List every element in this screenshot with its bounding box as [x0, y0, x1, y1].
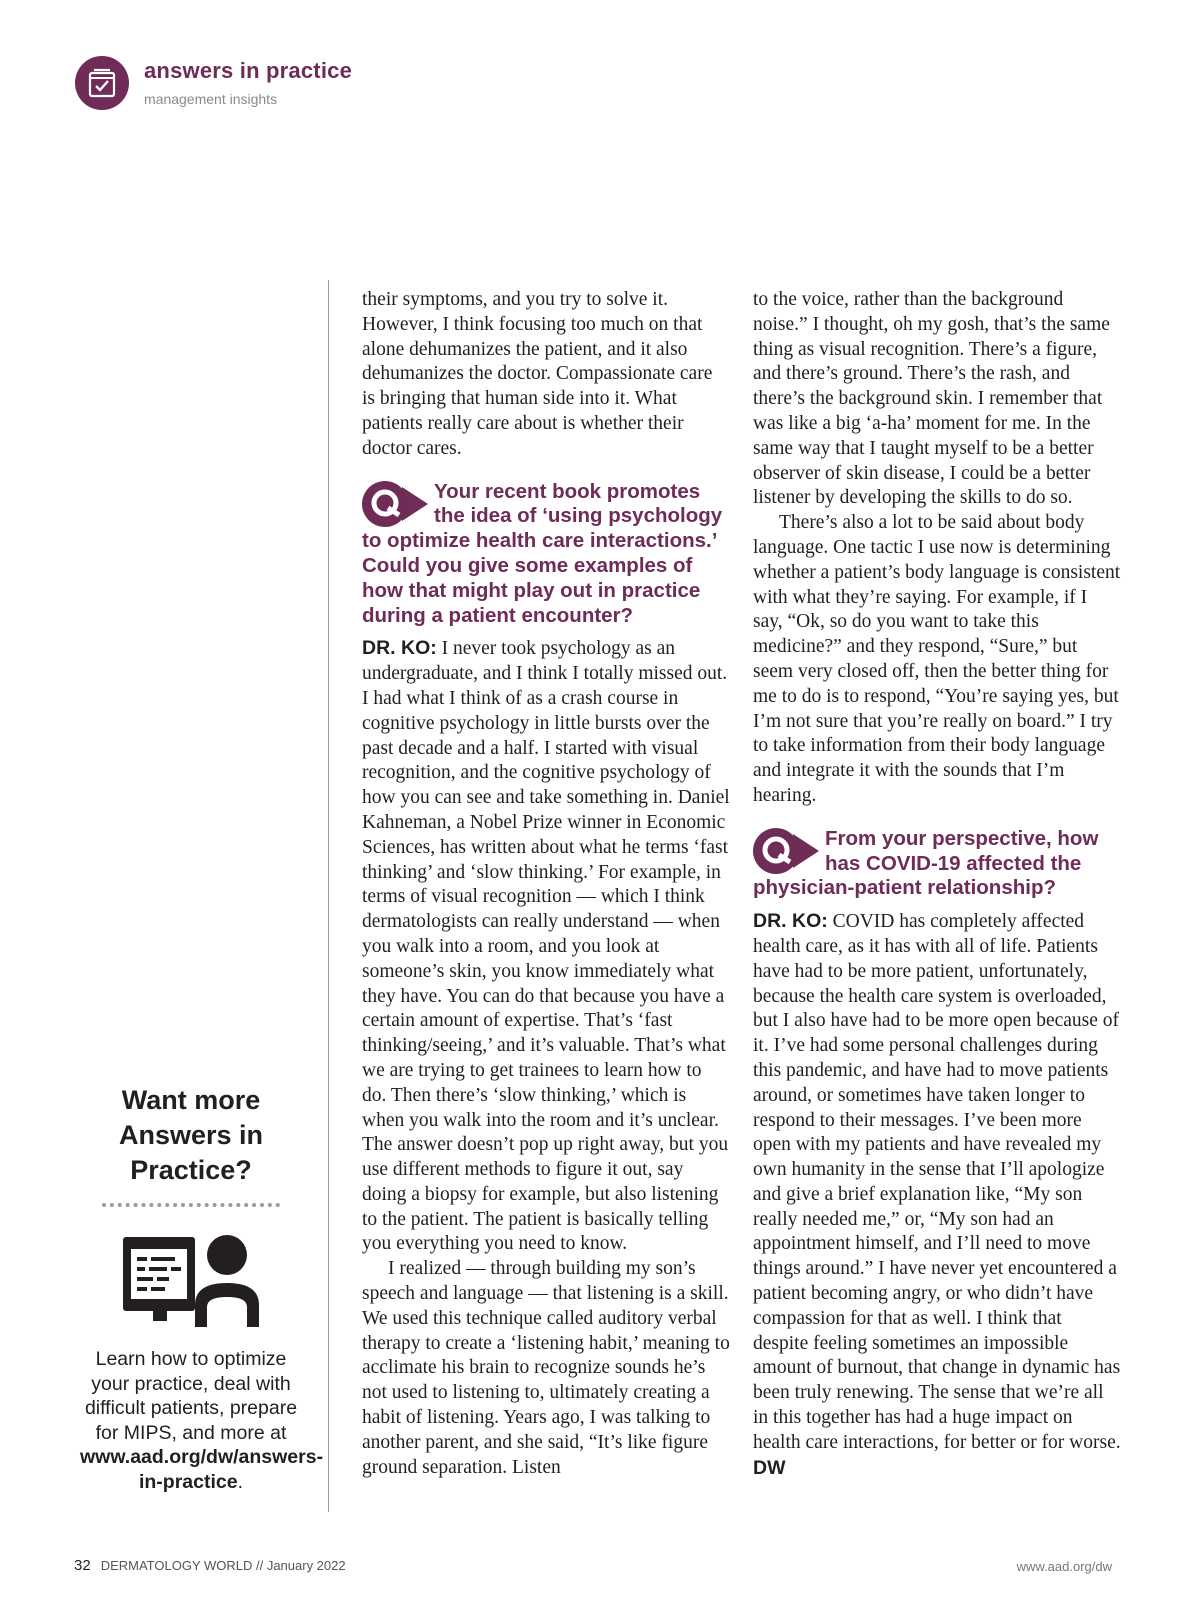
question-2	[753, 827, 1121, 901]
checklist-icon	[75, 56, 129, 110]
answer-1-paragraph-2: I realized — through building my son’s speech and language — that listening is a skill. We used this technique called auditory verbal therapy to create a ‘listening habit,’ meaning to acclimate his brain to recognize sounds he’s not used to listening to, ultimately creating a habit of listening. Years ago, I was talking to another parent, and she said, “It’s like figure ground separation. Listen	[362, 1258, 730, 1478]
q-bubble-icon	[362, 481, 432, 527]
article-column-1	[362, 288, 730, 1480]
intro-paragraph: their symptoms, and you try to solve it. However, I think focusing too much on that alone dehumanizes the patient, and it also dehumanizes the doctor. Compassionate care is bringing that human side into it. What patients really care about is whether their doctor cares.	[362, 289, 713, 459]
promo-body: Learn how to optimize your practice, deal with difficult patients, prepare for MIPS, and more at	[84, 1348, 298, 1444]
section-subtitle: management insights	[144, 91, 278, 107]
footer-url[interactable]: www.aad.org/dw	[1016, 1559, 1112, 1574]
answer-2-paragraph	[753, 909, 1121, 1481]
continued-paragraph: to the voice, rather than the background noise.” I thought, oh my gosh, that’s the same thing as visual recognition. There’s a figure, and there’s ground. There’s the rash, and there’s the background skin. I remember that was like a big ‘a-ha’ moment for me. In the same way that I taught myself to be a better observer of skin disease, I could be a better listener by developing the skills to do so.	[753, 289, 1110, 509]
promo-text	[80, 1347, 324, 1494]
computer-user-icon	[119, 1231, 263, 1331]
answer-1-paragraph-1	[362, 636, 730, 1257]
speaker-label: DR. KO:	[362, 637, 437, 660]
article-column-2	[753, 288, 1121, 1481]
end-signature: DW	[753, 1456, 786, 1479]
promo-title: Want more Answers in Practice?	[118, 1085, 264, 1185]
question-2-text: From your perspective, how has COVID-19 affected the physician-patient relationship?	[753, 826, 1099, 900]
speaker-label: DR. KO:	[753, 910, 828, 933]
dotted-divider	[102, 1203, 280, 1207]
section-title: answers in practice	[144, 58, 353, 83]
publication-info: DERMATOLOGY WORLD // January 2022	[100, 1558, 346, 1573]
column-divider	[328, 280, 329, 1512]
question-1-text: Your recent book promotes the idea of ‘using psychology to optimize health care interactions.’ Could you give some examples of how that might play out in practice during a patient encounter?	[362, 479, 723, 627]
body-language-paragraph: There’s also a lot to be said about body language. One tactic I use now is determining whether a patient’s body language is consistent with what they’re saying. For example, if I say, “Ok, so do you want to take this medicine?” and they respond, “Sure,” but seem very closed off, then the better thing for me to do is to respond, “You’re saying yes, but I’m not sure that you’re really on board.” I try to take information from their body language and integrate it with the sounds that I’m hearing.	[753, 512, 1121, 806]
question-1	[362, 480, 730, 629]
footer-left	[74, 1557, 346, 1574]
promo-end: .	[237, 1470, 244, 1493]
answer-1-text: I never took psychology as an undergraduate, and I think I totally missed out. I had what I think of as a crash course in cognitive psychology in little bursts over the past decade and a half. I started with visual recognition, and the cognitive psychology of how you can see and take something in. Daniel Kahneman, a Nobel Prize winner in Economic Sciences, has written about what he terms ‘fast thinking’ and ‘slow thinking.’ For example, in terms of visual recognition — which I think dermatologists can really understand — when you walk into a room, and you look at someone’s skin, you know immediately what they have. You can do that because you have a certain amount of expertise. That’s ‘fast thinking/seeing,’ and it’s valuable. That’s what we are trying to get trainees to learn how to do. Then there’s ‘slow thinking,’ which is when you walk into the room and it’s unclear. The answer doesn’t pop up right away, but you use different methods to figure it out, say doing a biopsy for example, but also listening to the patient. The patient is basically telling you everything you need to know.	[362, 638, 730, 1255]
promo-link[interactable]: www.aad.org/dw/answers-in-practice	[80, 1446, 324, 1493]
page-number: 32	[74, 1557, 91, 1574]
q-bubble-icon	[753, 828, 823, 874]
promo-sidebar	[80, 1083, 324, 1494]
answer-2-text: COVID has completely affected health care, as it has with all of life. Patients have had to be more patient, unfortunately, because the health care system is overloaded, but I also have had to be more open because of it. I’ve had some personal challenges during this pandemic, and have had to move patients around, or sometimes have taken longer to respond to their messages. I’ve been more open with my patients and have revealed my own humanity in the sense that I’ll apologize and give a brief explanation like, “My son really needed me,” or, “My son had an appointment himself, and I’ll need to move things around.” I have never yet encountered a patient becoming angry, or who didn’t have compassion for that as well. I think that despite feeling sometimes an impossible amount of burnout, that change in dynamic has been truly renewing. The sense that we’re all in this together has had a huge impact on health care interactions, for better or for worse.	[753, 911, 1121, 1453]
